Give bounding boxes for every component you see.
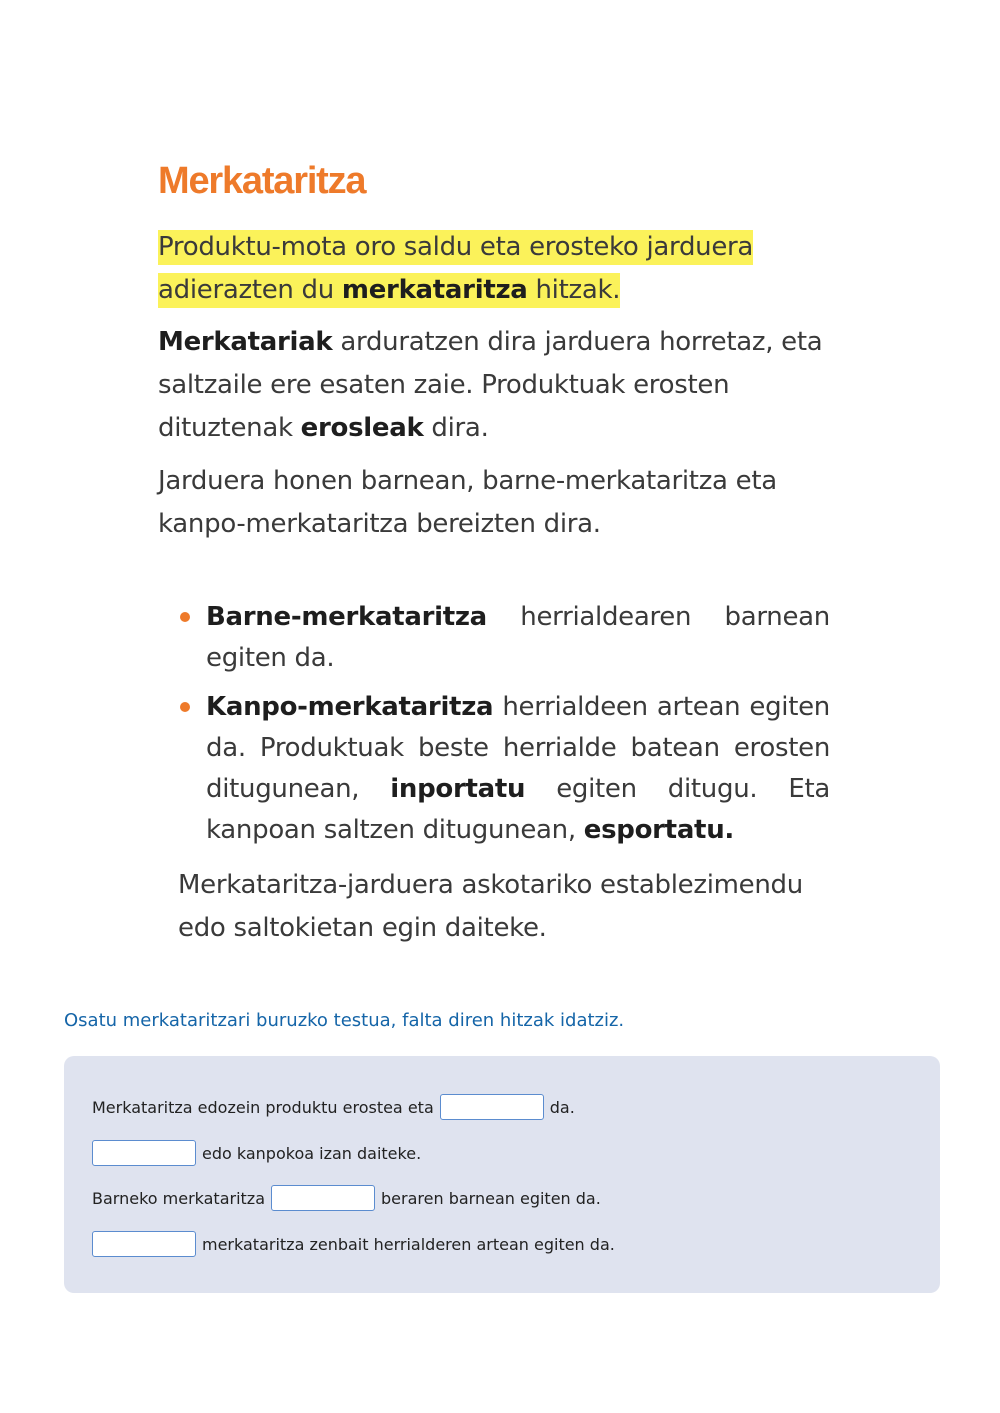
blank-input-3[interactable] <box>271 1185 375 1211</box>
domestic-bold-term: Barne-merkataritza <box>206 602 487 632</box>
bullet-dot-icon <box>180 702 190 712</box>
blank-input-2[interactable] <box>92 1140 196 1166</box>
row-1-text-after: da. <box>549 1097 575 1117</box>
intro-paragraph <box>158 226 830 312</box>
row-1-text-before: Merkataritza edozein produktu erostea eta <box>92 1097 434 1117</box>
establishments-paragraph: Merkataritza-jarduera askotariko establezimendu edo saltokietan egin daiteke. <box>178 870 803 943</box>
merchants-paragraph <box>158 321 830 450</box>
row-3-text-before: Barneko merkataritza <box>92 1188 266 1208</box>
fill-in-exercise-panel <box>64 1056 940 1293</box>
blank-input-1[interactable] <box>440 1094 544 1120</box>
highlight-mark <box>158 230 753 308</box>
foreign-bold-term: Kanpo-merkataritza <box>206 692 494 722</box>
foreign-text-b: egiten ditugu. Eta kanpoan saltzen ditugunean, <box>206 774 830 845</box>
merchants-text-a: arduratzen dira jarduera horretaz, eta saltzaile ere esaten zaie. Produktuak erosten dituztenak <box>158 327 823 443</box>
row-2-text-after: edo kanpokoa izan daiteke. <box>202 1143 422 1163</box>
list-item-foreign <box>170 687 830 851</box>
intro-text-b: hitzak. <box>527 275 621 305</box>
merchants-text-b: dira. <box>423 413 489 443</box>
foreign-text-a: herrialdeen artean egiten da. Produktuak beste herrialde batean erosten ditugunean, <box>206 692 830 804</box>
types-paragraph: Jarduera honen barnean, barne-merkataritza eta kanpo-merkataritza bereizten dira. <box>158 466 777 539</box>
import-bold-term: inportatu <box>390 774 526 804</box>
merchants-bold-term: Merkatariak <box>158 327 333 357</box>
intro-text-a: Produktu-mota oro saldu eta erosteko jarduera adierazten du <box>158 232 754 305</box>
intro-bold-term: merkataritza <box>341 275 528 305</box>
buyers-bold-term: erosleak <box>300 413 424 443</box>
exercise-row-4 <box>92 1229 615 1259</box>
domestic-text: herrialdearen barnean egiten da. <box>206 602 830 673</box>
row-3-text-after: beraren barnean egiten da. <box>381 1188 601 1208</box>
exercise-row-3 <box>92 1183 601 1213</box>
exercise-instruction: Osatu merkataritzari buruzko testua, falta diren hitzak idatziz. <box>64 1010 625 1031</box>
exercise-row-1 <box>92 1092 575 1122</box>
export-bold-term: esportatu. <box>583 815 734 845</box>
row-4-text-after: merkataritza zenbait herrialderen artean egiten da. <box>202 1234 615 1254</box>
exercise-row-2 <box>92 1138 421 1168</box>
page-title: Merkataritza <box>158 160 366 202</box>
commerce-types-list <box>170 597 830 859</box>
list-item-domestic <box>170 597 830 679</box>
blank-input-4[interactable] <box>92 1231 196 1257</box>
bullet-dot-icon <box>180 612 190 622</box>
